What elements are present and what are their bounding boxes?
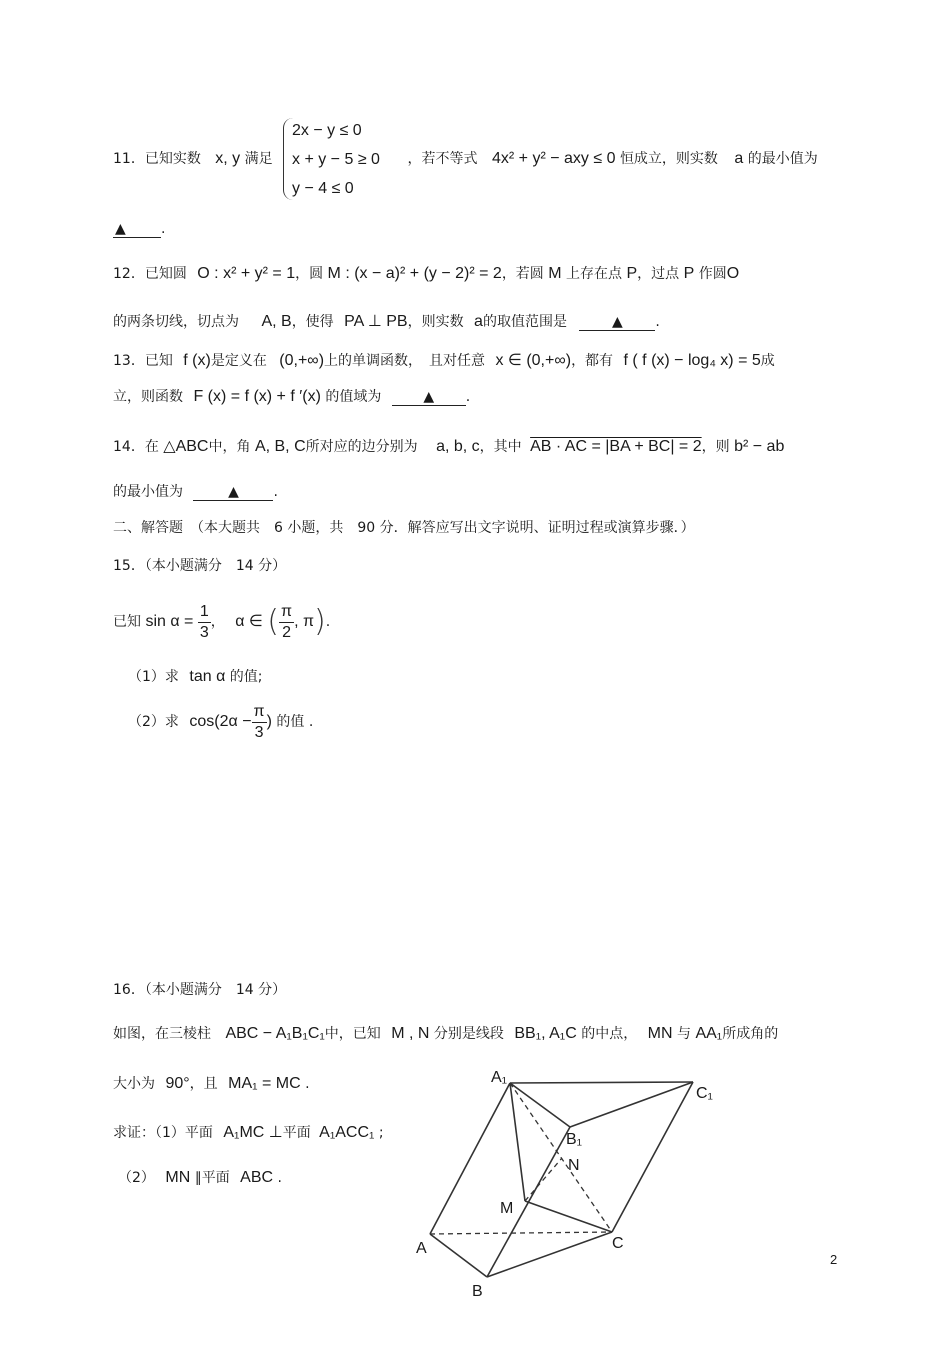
q12-answer-blank: ▲: [579, 314, 655, 331]
hidden-edge-ac: [430, 1232, 612, 1234]
q14-line1: 14．在 △ABC中，角 A, B, C所对应的边分别为 a, b, c，其中 AB · AC = |BA + BC| = 2，则 b² − ab: [113, 438, 785, 455]
label-b1: B₁: [566, 1131, 583, 1148]
fraction-pi-over-three: $\frac{\pi}{3}$: [253, 702, 265, 741]
q14-line2: 的最小值为 ▲ .: [113, 484, 278, 500]
q15-part1: （1）求 tan α 的值;: [128, 668, 263, 685]
fraction-pi-over-two: $\frac{\pi}{2}$: [281, 602, 293, 641]
q11-answer-line: ▲ .: [115, 221, 166, 237]
label-c1: C₁: [696, 1085, 713, 1102]
q11-sys-line2: x + y − 5 ≥ 0: [292, 151, 380, 168]
q13-line1: 13．已知 f (x)是定义在 (0,+∞)上的单调函数， 且对任意 x ∈ (0,+∞)，都有 f ( f (x) − log₄ x) = 5成: [113, 352, 775, 369]
section-heading: 二、解答题 （本大题共 6 小题，共 90 分．解答应写出文字说明、证明过程或演算步骤．）: [113, 520, 695, 536]
segment-mc: [525, 1201, 612, 1232]
page-number: 2: [830, 1252, 838, 1267]
q11-sys-line1: 2x − y ≤ 0: [292, 122, 362, 139]
q11-line1: 11．已知实数 x, y 满足 ，若不等式 4x² + y² − axy ≤ 0 恒成立，则实数 a 的最小值为: [113, 150, 818, 167]
label-m: M: [500, 1200, 514, 1217]
label-c: C: [612, 1235, 624, 1252]
edge-b1c1: [570, 1082, 693, 1127]
label-a: A: [416, 1240, 427, 1257]
q14-answer-blank: ▲: [193, 484, 273, 501]
q11-sys-line3: y − 4 ≤ 0: [292, 180, 354, 197]
hidden-segment-mn: [525, 1158, 562, 1201]
q13-answer-blank: ▲: [392, 389, 466, 406]
edge-a1c1: [510, 1082, 693, 1083]
q12-line1: 12．已知圆 O : x² + y² = 1，圆 M : (x − a)² + (y − 2)² = 2，若圆 M 上存在点 P，过点 P 作圆O: [113, 265, 740, 282]
edge-a1b1: [510, 1083, 570, 1127]
label-a1: A₁: [491, 1069, 508, 1086]
q16-line1: 如图，在三棱柱 ABC − A₁B₁C₁中，已知 M , N 分别是线段 BB₁, A₁C 的中点， MN 与 AA₁所成角的: [113, 1025, 779, 1042]
edge-ab: [430, 1234, 487, 1277]
q16-line3: 求证：（1）平面 A₁MC ⊥平面 A₁ACC₁ ;: [113, 1124, 384, 1141]
q15-header: 15．（本小题满分 14 分）: [113, 558, 287, 574]
edge-aa1: [430, 1083, 510, 1234]
q11-answer-blank: ▲: [113, 221, 161, 238]
fraction-one-third: $\frac{1}{3}$: [199, 602, 209, 641]
q12-line2: 的两条切线，切点为 A, B，使得 PA ⊥ PB，则实数 a的取值范围是 ▲ .: [113, 313, 660, 330]
label-b: B: [472, 1283, 483, 1300]
hidden-segment-a1c: [510, 1083, 612, 1232]
edge-cc1: [612, 1082, 693, 1232]
q15-part2: （2）求 cos(2α − $\frac{\pi}{3}$ ) 的值 .: [128, 702, 314, 741]
q15-given: 已知 sin α = $\frac{1}{3}$ ， α ∈ ( $\frac{\pi}{2}$ , π).: [113, 602, 331, 641]
q16-header: 16．（本小题满分 14 分）: [113, 982, 287, 998]
edge-bc: [487, 1232, 612, 1277]
q16-line4: （2） MN ∥平面 ABC .: [118, 1169, 282, 1186]
label-n: N: [568, 1157, 580, 1174]
q16-line2: 大小为 90°，且 MA₁ = MC .: [113, 1075, 310, 1092]
q13-line2: 立，则函数 F (x) = f (x) + f ′(x) 的值域为 ▲ .: [113, 388, 471, 405]
